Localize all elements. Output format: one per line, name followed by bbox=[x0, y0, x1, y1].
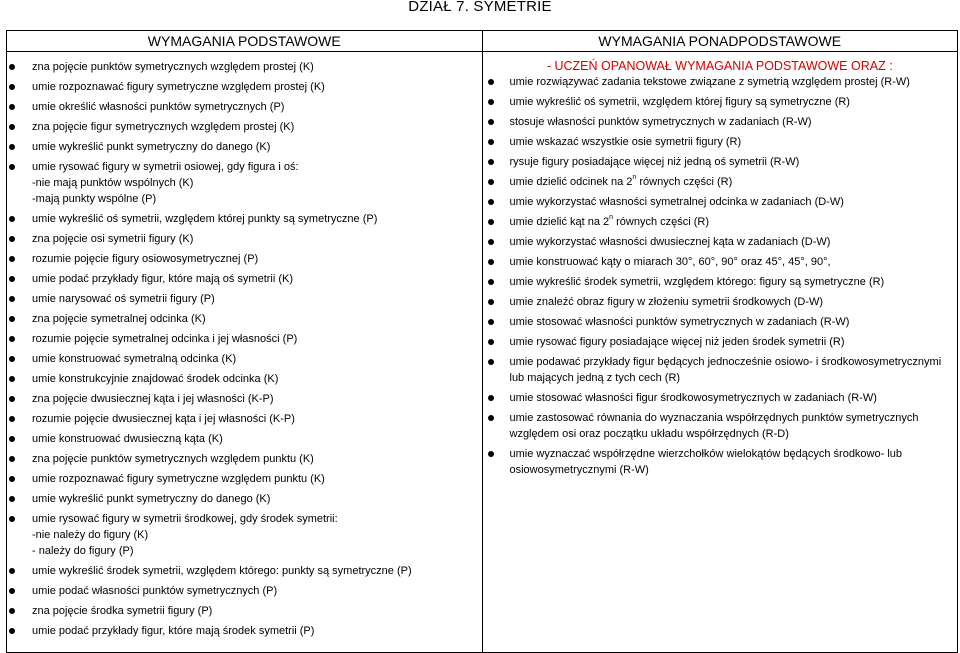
item-text: umie podawać przykłady figur będących jednocześnie osiowo- i środkowosymetrycznymi lub mających jedną z tych cech (R) bbox=[509, 356, 942, 384]
bullet-icon bbox=[488, 359, 494, 365]
item-text: umie konstruować symetralną odcinka (K) bbox=[32, 353, 237, 365]
item-text: umie rysować figury posiadające więcej niż jeden środek symetrii (R) bbox=[509, 336, 845, 348]
list-item bbox=[7, 583, 482, 599]
list-item bbox=[7, 119, 482, 135]
item-text: umie wykreślić oś symetrii, względem której punkty są symetryczne (P) bbox=[32, 213, 378, 225]
list-item bbox=[483, 174, 958, 190]
list-item bbox=[7, 491, 482, 507]
item-text: umie stosować własności punktów symetrycznych w zadaniach (R-W) bbox=[509, 316, 850, 328]
page-title: DZIAŁ 7. SYMETRIE bbox=[408, 0, 552, 15]
item-text: umie konstrukcyjnie znajdować środek odcinka (K) bbox=[32, 373, 279, 385]
bullet-icon bbox=[9, 588, 15, 594]
item-text: umie wykreślić punkt symetryczny do danego (K) bbox=[32, 493, 271, 505]
basic-requirements-header: WYMAGANIA PODSTAWOWE bbox=[7, 31, 483, 52]
list-item bbox=[7, 563, 482, 579]
list-item bbox=[483, 94, 958, 110]
list-item bbox=[7, 411, 482, 427]
bullet-icon bbox=[488, 339, 494, 345]
item-text: umie rozpoznawać figury symetryczne względem prostej (K) bbox=[32, 81, 325, 93]
list-item bbox=[483, 274, 958, 290]
item-text: umie rysować figury w symetrii środkowej, gdy środek symetrii: bbox=[32, 513, 338, 525]
item-text: zna pojęcie środka symetrii figury (P) bbox=[32, 605, 213, 617]
list-item bbox=[483, 134, 958, 150]
list-item bbox=[7, 471, 482, 487]
bullet-icon bbox=[9, 376, 15, 382]
item-text: równych części (R) bbox=[613, 216, 710, 228]
list-item bbox=[7, 391, 482, 407]
bullet-icon bbox=[9, 144, 15, 150]
item-text: umie wykreślić środek symetrii, względem którego: punkty są symetryczne (P) bbox=[32, 565, 412, 577]
bullet-icon bbox=[488, 395, 494, 401]
bullet-icon bbox=[9, 124, 15, 130]
list-item bbox=[483, 254, 958, 270]
list-item bbox=[483, 354, 958, 386]
item-text: umie wykorzystać własności dwusiecznej kąta w zadaniach (D-W) bbox=[509, 236, 831, 248]
item-text: -nie należy do figury (K) bbox=[32, 529, 149, 541]
bullet-icon bbox=[488, 239, 494, 245]
bullet-icon bbox=[9, 164, 15, 170]
item-text: zna pojęcie punktów symetrycznych względem prostej (K) bbox=[32, 61, 314, 73]
requirements-table bbox=[6, 30, 958, 653]
item-text: umie wykorzystać własności symetralnej odcinka w zadaniach (D-W) bbox=[509, 196, 844, 208]
list-item bbox=[7, 351, 482, 367]
bullet-icon bbox=[488, 279, 494, 285]
list-item bbox=[7, 251, 482, 267]
item-text: umie stosować własności figur środkowosymetrycznych w zadaniach (R-W) bbox=[509, 392, 877, 404]
list-item bbox=[483, 410, 958, 442]
bullet-icon bbox=[488, 219, 494, 225]
bullet-icon bbox=[488, 179, 494, 185]
item-text: stosuje własności punktów symetrycznych w zadaniach (R-W) bbox=[509, 116, 812, 128]
bullet-icon bbox=[488, 451, 494, 457]
list-item bbox=[7, 623, 482, 639]
list-item bbox=[483, 194, 958, 210]
item-text: -mają punkty wspólne (P) bbox=[32, 193, 157, 205]
item-text: umie wykreślić środek symetrii, względem którego: figury są symetryczne (R) bbox=[509, 276, 885, 288]
bullet-icon bbox=[9, 84, 15, 90]
item-text: umie wykreślić oś symetrii, względem której figury są symetryczne (R) bbox=[509, 96, 850, 108]
list-item bbox=[7, 59, 482, 75]
exponent: n bbox=[609, 214, 614, 221]
item-text: umie dzielić odcinek na 2 bbox=[509, 176, 633, 188]
item-text: rozumie pojęcie dwusiecznej kąta i jej własności (K-P) bbox=[32, 413, 295, 425]
item-text: równych części (R) bbox=[636, 176, 733, 188]
list-item bbox=[7, 271, 482, 287]
item-text: umie wykreślić punkt symetryczny do danego (K) bbox=[32, 141, 271, 153]
list-item bbox=[7, 511, 482, 559]
list-item bbox=[7, 451, 482, 467]
basic-requirements-list bbox=[7, 52, 482, 639]
item-text: rozumie pojęcie figury osiowosymetrycznej (P) bbox=[32, 253, 259, 265]
bullet-icon bbox=[488, 159, 494, 165]
list-item bbox=[7, 331, 482, 347]
bullet-icon bbox=[9, 104, 15, 110]
bullet-icon bbox=[9, 336, 15, 342]
bullet-icon bbox=[488, 415, 494, 421]
item-text: umie wskazać wszystkie osie symetrii figury (R) bbox=[509, 136, 742, 148]
item-text: umie podać przykłady figur, które mają oś symetrii (K) bbox=[32, 273, 294, 285]
item-text: umie rozpoznawać figury symetryczne względem punktu (K) bbox=[32, 473, 325, 485]
bullet-icon bbox=[9, 416, 15, 422]
bullet-icon bbox=[488, 299, 494, 305]
item-text: zna pojęcie symetralnej odcinka (K) bbox=[32, 313, 206, 325]
item-text: umie konstruować dwusieczną kąta (K) bbox=[32, 433, 223, 445]
item-text: zna pojęcie dwusiecznej kąta i jej własności (K-P) bbox=[32, 393, 274, 405]
list-item bbox=[483, 390, 958, 406]
advanced-requirements-header: WYMAGANIA PONADPODSTAWOWE bbox=[482, 31, 958, 52]
list-item bbox=[7, 139, 482, 155]
item-text: rysuje figury posiadające więcej niż jedną oś symetrii (R-W) bbox=[509, 156, 800, 168]
list-item bbox=[7, 231, 482, 247]
list-item bbox=[7, 311, 482, 327]
list-item bbox=[483, 334, 958, 350]
bullet-icon bbox=[9, 608, 15, 614]
list-item bbox=[483, 446, 958, 478]
list-item bbox=[483, 114, 958, 130]
bullet-icon bbox=[488, 119, 494, 125]
bullet-icon bbox=[9, 496, 15, 502]
list-item bbox=[483, 314, 958, 330]
item-text: umie określić własności punktów symetrycznych (P) bbox=[32, 101, 285, 113]
item-text: umie zastosować równania do wyznaczania współrzędnych punktów symetrycznych względem osi oraz początku układu współrzędnych (R-D) bbox=[509, 412, 919, 440]
item-text: umie narysować oś symetrii figury (P) bbox=[32, 293, 215, 305]
item-text: -nie mają punktów wspólnych (K) bbox=[32, 177, 194, 189]
bullet-icon bbox=[9, 216, 15, 222]
advanced-requirements-subheader: - UCZEŃ OPANOWAŁ WYMAGANIA PODSTAWOWE ORAZ : bbox=[546, 59, 893, 73]
bullet-icon bbox=[9, 396, 15, 402]
bullet-icon bbox=[9, 316, 15, 322]
item-text: umie konstruować kąty o miarach 30°, 60°, 90° oraz 45°, 45°, 90°, bbox=[509, 256, 831, 268]
bullet-icon bbox=[488, 139, 494, 145]
bullet-icon bbox=[488, 259, 494, 265]
item-text: umie dzielić kąt na 2 bbox=[509, 216, 610, 228]
bullet-icon bbox=[9, 356, 15, 362]
bullet-icon bbox=[9, 276, 15, 282]
bullet-icon bbox=[488, 79, 494, 85]
item-text: umie podać przykłady figur, które mają środek symetrii (P) bbox=[32, 625, 315, 637]
bullet-icon bbox=[9, 476, 15, 482]
list-item bbox=[483, 234, 958, 250]
item-text: umie wyznaczać współrzędne wierzchołków wielokątów będących środkowo- lub osiowosymetrycznymi (R-W) bbox=[509, 448, 903, 476]
bullet-icon bbox=[9, 568, 15, 574]
bullet-icon bbox=[9, 236, 15, 242]
list-item bbox=[7, 99, 482, 115]
list-item bbox=[7, 211, 482, 227]
bullet-icon bbox=[9, 436, 15, 442]
item-text: umie rozwiązywać zadania tekstowe związane z symetrią względem prostej (R-W) bbox=[509, 76, 910, 88]
bullet-icon bbox=[9, 64, 15, 70]
bullet-icon bbox=[488, 199, 494, 205]
list-item bbox=[7, 371, 482, 387]
bullet-icon bbox=[9, 256, 15, 262]
list-item bbox=[7, 431, 482, 447]
item-text: zna pojęcie punktów symetrycznych względem punktu (K) bbox=[32, 453, 314, 465]
item-text: umie rysować figury w symetrii osiowej, gdy figura i oś: bbox=[32, 161, 299, 173]
item-text: rozumie pojęcie symetralnej odcinka i jej własności (P) bbox=[32, 333, 298, 345]
bullet-icon bbox=[9, 456, 15, 462]
bullet-icon bbox=[488, 99, 494, 105]
basic-requirements-column bbox=[7, 52, 483, 653]
bullet-icon bbox=[9, 516, 15, 522]
list-item bbox=[483, 214, 958, 230]
bullet-icon bbox=[9, 628, 15, 634]
list-item bbox=[7, 79, 482, 95]
list-item bbox=[7, 159, 482, 207]
list-item bbox=[483, 154, 958, 170]
item-text: zna pojęcie osi symetrii figury (K) bbox=[32, 233, 194, 245]
advanced-requirements-list bbox=[483, 74, 958, 478]
item-text: - należy do figury (P) bbox=[32, 545, 134, 557]
item-text: zna pojęcie figur symetrycznych względem prostej (K) bbox=[32, 121, 295, 133]
list-item bbox=[483, 74, 958, 90]
item-text: umie podać własności punktów symetrycznych (P) bbox=[32, 585, 278, 597]
list-item bbox=[7, 603, 482, 619]
bullet-icon bbox=[9, 296, 15, 302]
list-item bbox=[7, 291, 482, 307]
advanced-requirements-column bbox=[482, 52, 958, 653]
exponent: n bbox=[632, 174, 637, 181]
item-text: umie znaleźć obraz figury w złożeniu symetrii środkowych (D-W) bbox=[509, 296, 824, 308]
list-item bbox=[483, 294, 958, 310]
bullet-icon bbox=[488, 319, 494, 325]
